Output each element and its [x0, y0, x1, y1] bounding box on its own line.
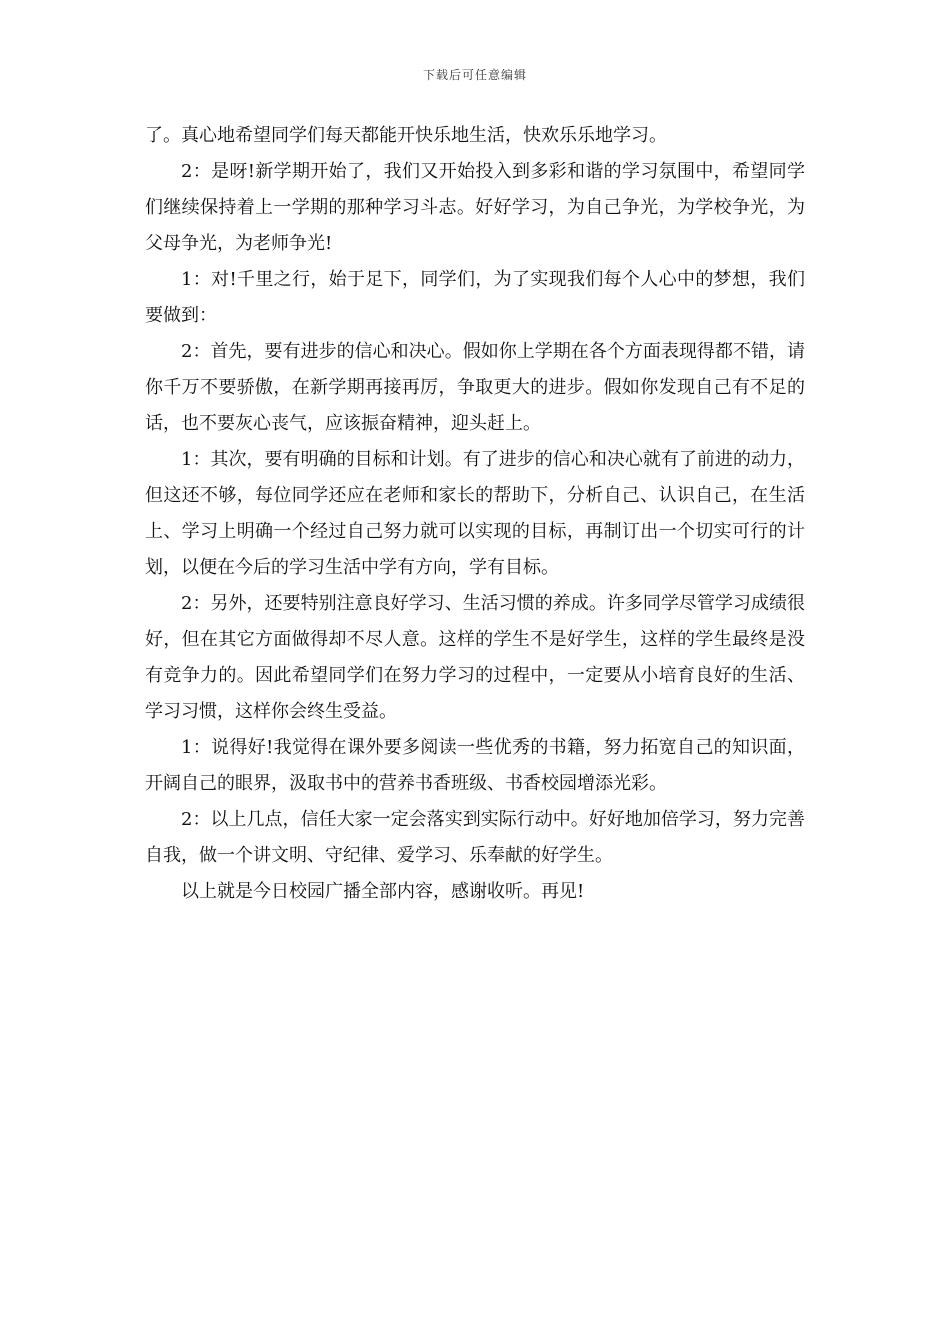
paragraph: 1：对!千里之行，始于足下，同学们，为了实现我们每个人心中的梦想，我们要做到： — [145, 269, 805, 326]
closing-paragraph: 以上就是今日校园广播全部内容，感谢收听。再见! — [181, 881, 585, 902]
page-header: 下载后可任意编辑 — [422, 68, 527, 82]
document-body — [145, 118, 805, 910]
paragraph: 1：说得好!我觉得在课外要多阅读一些优秀的书籍，努力拓宽自己的知识面，开阔自己的眼界，汲取书中的营养书香班级、书香校园增添光彩。 — [145, 737, 805, 794]
paragraph: 2：另外，还要特别注意良好学习、生活习惯的养成。许多同学尽管学习成绩很好，但在其它方面做得却不尽人意。这样的学生不是好学生，这样的学生最终是没有竞争力的。因此希望同学们在努力学习的过程中，一定要从小培育良好的生活、学习习惯，这样你会终生受益。 — [145, 593, 805, 722]
paragraph: 2：是呀!新学期开始了，我们又开始投入到多彩和谐的学习氛围中，希望同学们继续保持着上一学期的那种学习斗志。好好学习，为自己争光，为学校争光，为父母争光，为老师争光! — [145, 161, 805, 254]
paragraph: 2：首先，要有进步的信心和决心。假如你上学期在各个方面表现得都不错，请你千万不要骄傲，在新学期再接再厉，争取更大的进步。假如你发现自己有不足的话，也不要灰心丧气，应该振奋精神，迎头赶上。 — [145, 341, 805, 434]
paragraph: 2：以上几点，信任大家一定会落实到实际行动中。好好地加倍学习，努力完善自我，做一个讲文明、守纪律、爱学习、乐奉献的好学生。 — [145, 809, 805, 866]
paragraph: 1：其次，要有明确的目标和计划。有了进步的信心和决心就有了前进的动力，但这还不够，每位同学还应在老师和家长的帮助下，分析自己、认识自己，在生活上、学习上明确一个经过自己努力就可以实现的目标，再制订出一个切实可行的计划，以便在今后的学习生活中学有方向，学有目标。 — [145, 449, 805, 578]
paragraph-continuation: 了。真心地希望同学们每天都能开快乐地生活，快欢乐乐地学习。 — [145, 125, 667, 146]
